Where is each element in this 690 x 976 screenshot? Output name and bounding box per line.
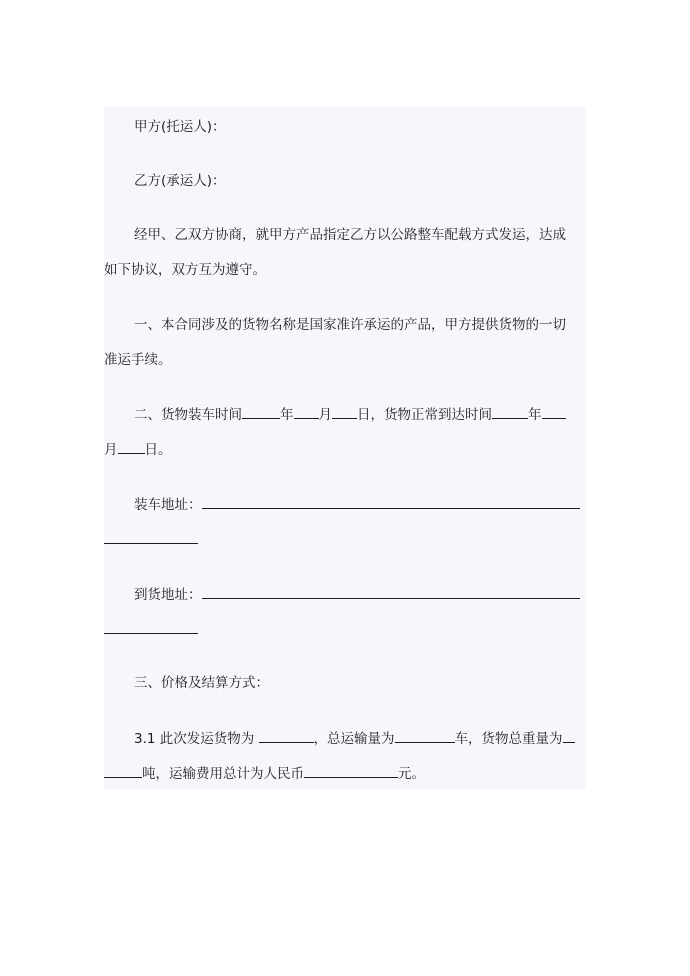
clause-3-title-line bbox=[134, 673, 616, 693]
arrival-day-blank[interactable] bbox=[118, 439, 145, 454]
preamble-line-1 bbox=[134, 225, 616, 245]
clause-3-1-line-2 bbox=[104, 763, 586, 783]
arrival-year-blank[interactable] bbox=[492, 404, 528, 419]
delivery-address-line bbox=[134, 584, 616, 604]
clause-1-text-1: 一、本合同涉及的货物名称是国家准许承运的产品，甲方提供货物的一切 bbox=[134, 317, 566, 333]
total-weight-blank-part2[interactable] bbox=[104, 763, 142, 778]
clause-2-month-label: 月 bbox=[318, 407, 332, 423]
arrival-month-blank-part1[interactable] bbox=[542, 404, 566, 419]
clause-1-line-1 bbox=[134, 315, 616, 335]
party-a-label: 甲方(托运人)： bbox=[134, 119, 226, 135]
freight-amount-blank[interactable] bbox=[304, 763, 398, 778]
party-a-line bbox=[134, 117, 616, 137]
loading-address-blank-2[interactable] bbox=[104, 529, 198, 544]
clause-3-1-line-1 bbox=[134, 728, 616, 748]
clause-3-1-suffix: 元。 bbox=[398, 766, 425, 782]
loading-month-blank[interactable] bbox=[294, 404, 319, 419]
delivery-address-blank[interactable] bbox=[202, 584, 580, 599]
loading-day-blank[interactable] bbox=[332, 404, 357, 419]
clause-2-day-end: 日。 bbox=[144, 442, 172, 458]
clause-2-line-1 bbox=[134, 404, 616, 424]
loading-year-blank[interactable] bbox=[242, 404, 280, 419]
party-b-label: 乙方(承运人)： bbox=[134, 173, 226, 189]
clause-3-1-mid1: ，总运输量为 bbox=[313, 731, 395, 747]
clause-2-year-label: 年 bbox=[280, 407, 294, 423]
loading-address-line bbox=[134, 494, 616, 514]
preamble-line-2 bbox=[104, 260, 586, 280]
clause-1-text-2: 准运手续。 bbox=[104, 352, 172, 368]
goods-name-blank[interactable] bbox=[259, 728, 314, 743]
clause-3-1-mid2: 车，货物总重量为 bbox=[454, 731, 563, 747]
delivery-address-label: 到货地址： bbox=[134, 587, 202, 603]
preamble-text-2: 如下协议，双方互为遵守。 bbox=[104, 262, 266, 278]
total-weight-blank-part1[interactable] bbox=[563, 728, 575, 743]
delivery-address-blank-2[interactable] bbox=[104, 619, 198, 634]
loading-address-label: 装车地址： bbox=[134, 497, 202, 513]
total-trucks-blank[interactable] bbox=[395, 728, 455, 743]
clause-3-1-mid3: 吨，运输费用总计为人民币 bbox=[142, 766, 304, 782]
clause-2-month2-label: 月 bbox=[104, 442, 118, 458]
clause-2-year2-label: 年 bbox=[528, 407, 542, 423]
clause-3-title: 三、价格及结算方式： bbox=[134, 675, 269, 691]
party-b-line bbox=[134, 171, 616, 191]
clause-2-prefix: 二、货物装车时间 bbox=[134, 407, 242, 423]
delivery-address-continuation bbox=[104, 619, 198, 639]
clause-1-line-2 bbox=[104, 350, 586, 370]
loading-address-blank[interactable] bbox=[202, 494, 580, 509]
clause-3-1-prefix: 3.1 此次发运货物为 bbox=[134, 731, 259, 747]
clause-2-day-sep: 日，货物正常到达时间 bbox=[357, 407, 492, 423]
preamble-text-1: 经甲、乙双方协商，就甲方产品指定乙方以公路整车配载方式发运，达成 bbox=[134, 227, 566, 243]
loading-address-continuation bbox=[104, 529, 198, 549]
clause-2-line-2 bbox=[104, 439, 586, 459]
